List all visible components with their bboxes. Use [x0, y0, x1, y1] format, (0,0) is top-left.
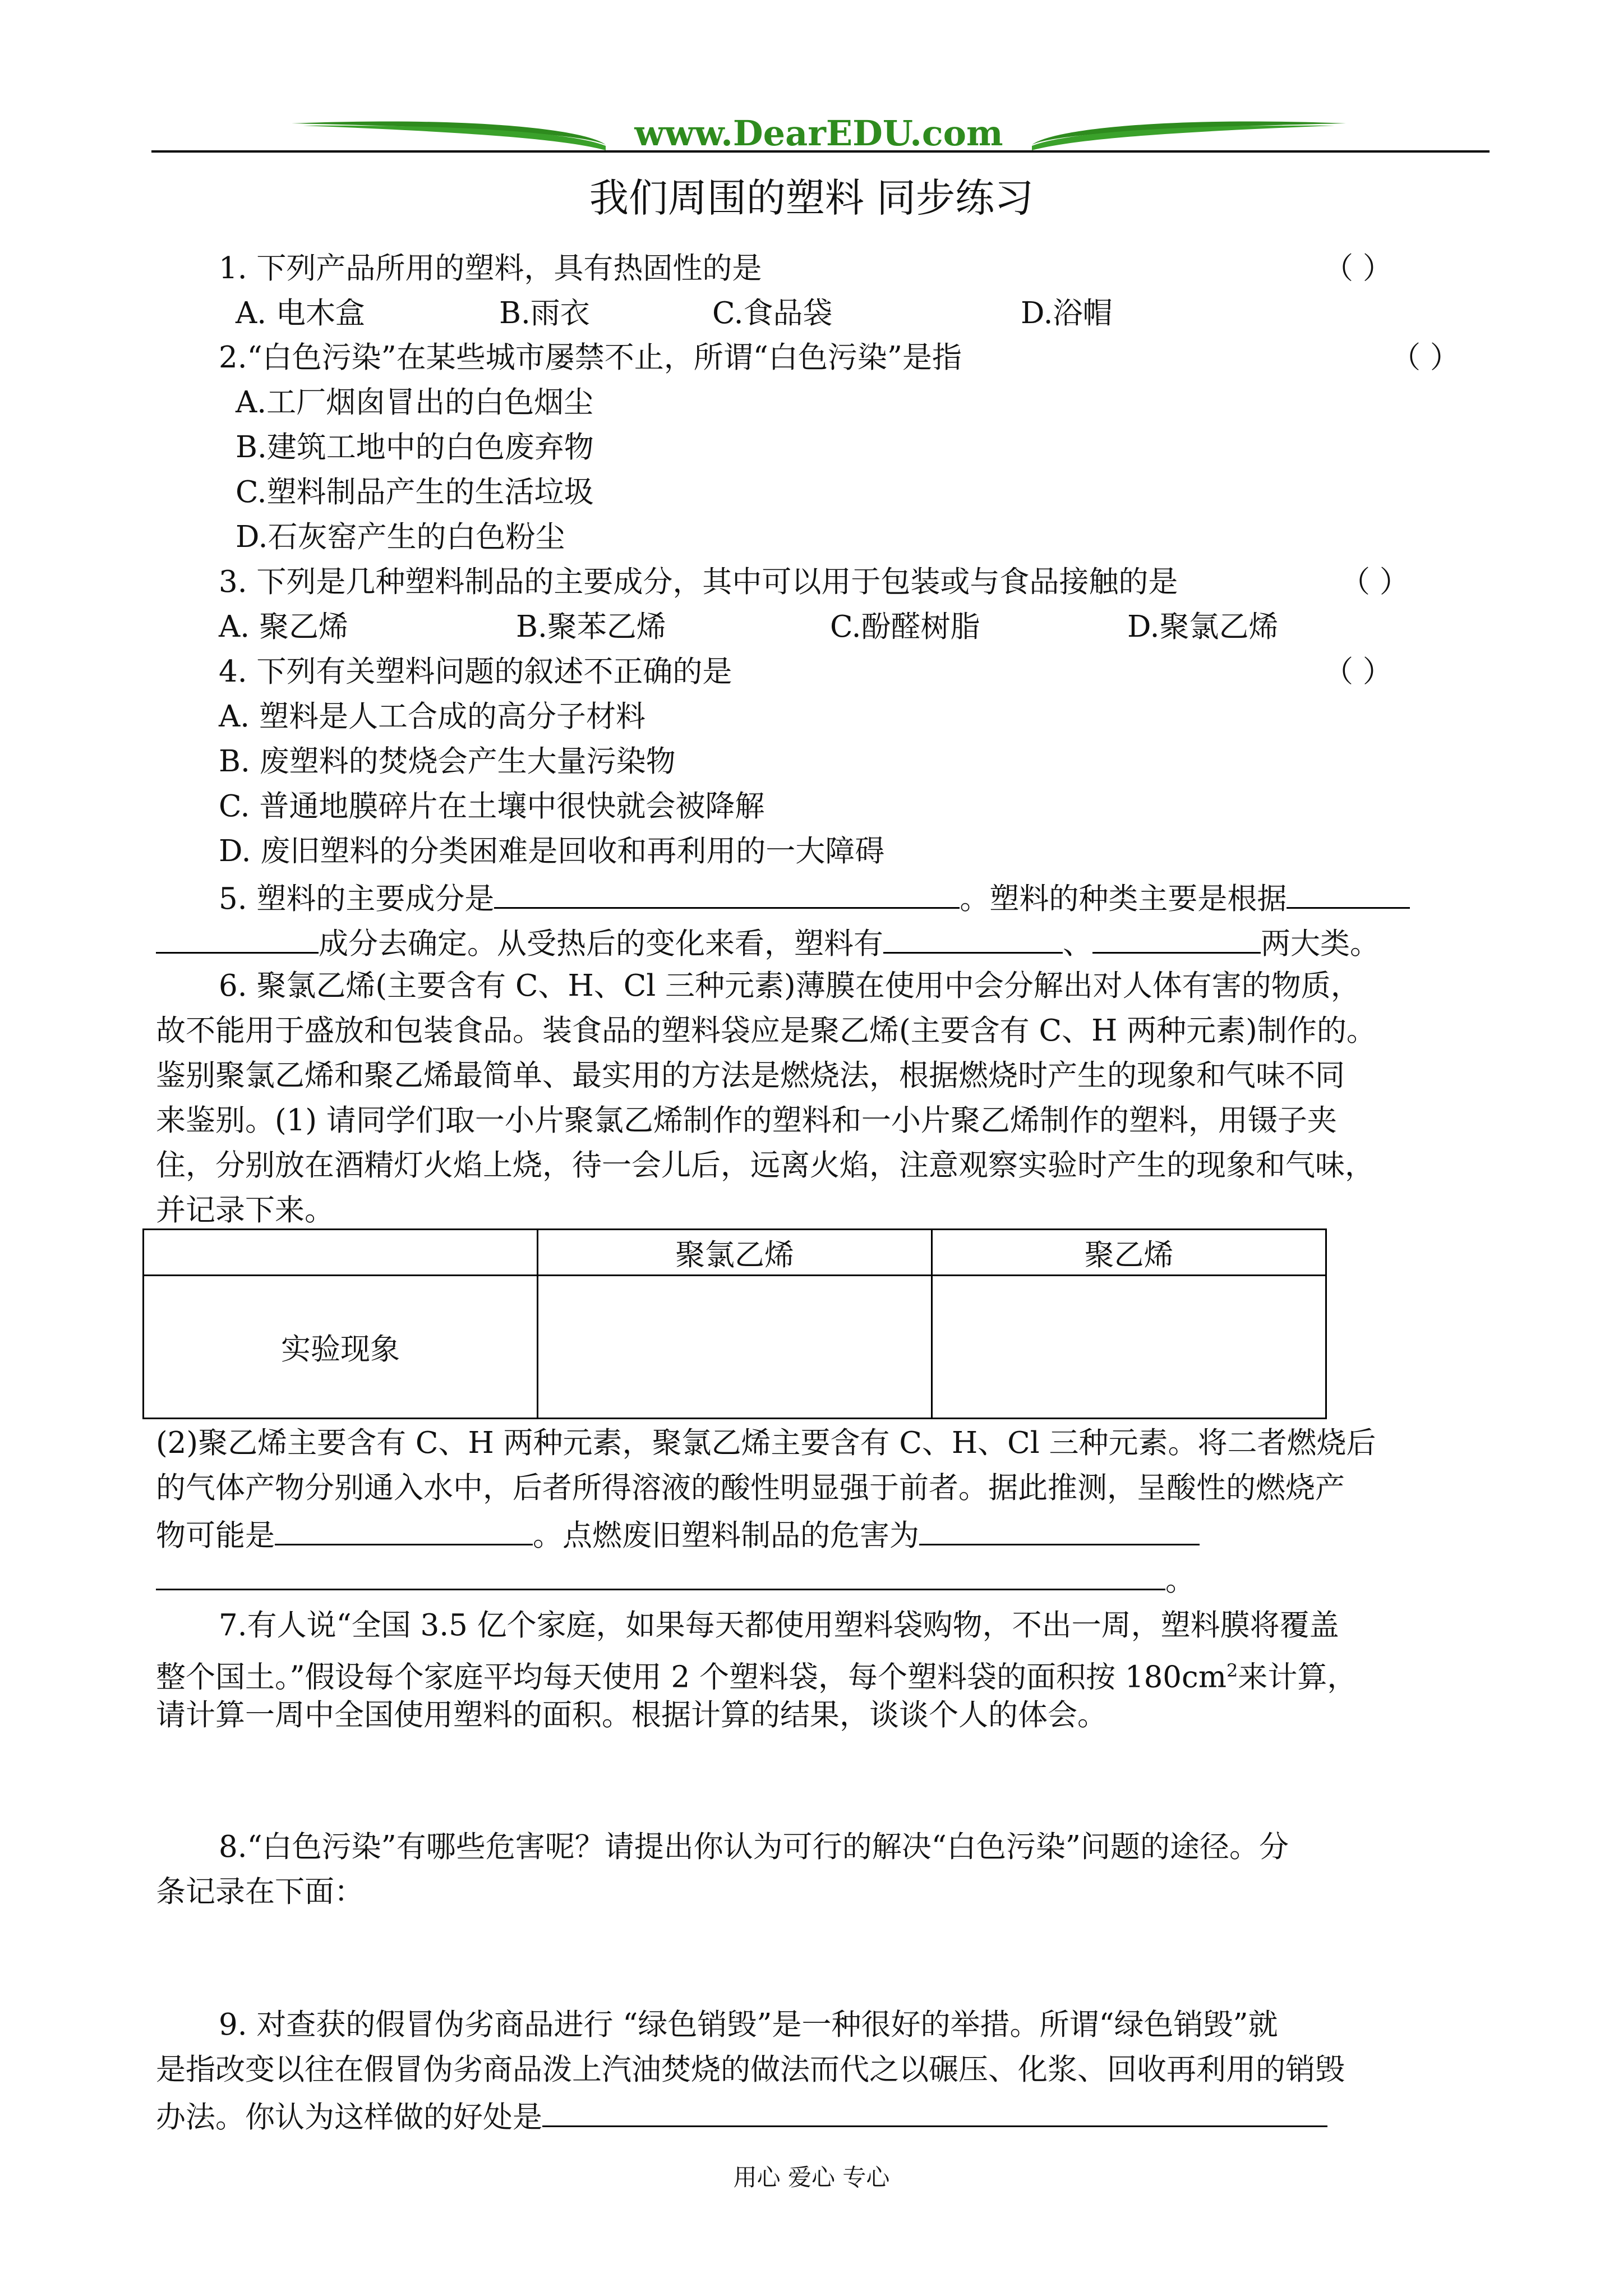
q5-line1 — [219, 878, 1410, 918]
q5-text-4: 、 — [1063, 927, 1092, 961]
q3-option-a: A. 聚乙烯 — [219, 610, 348, 644]
q8-line-2: 条记录在下面： — [156, 1875, 364, 1909]
q5-text-5: 两大类。 — [1261, 927, 1380, 961]
q6-line-3: 鉴别聚氯乙烯和聚乙烯最简单、最实用的方法是燃烧法，根据燃烧时产生的现象和气味不同 — [156, 1059, 1345, 1093]
page-title: 我们周围的塑料 同步练习 — [589, 175, 1034, 221]
q6-line-2: 故不能用于盛放和包装食品。装食品的塑料袋应是聚乙烯(主要含有 C、H 两种元素)制作的。 — [156, 1014, 1376, 1048]
q3-option-d: D.聚氯乙烯 — [1127, 610, 1279, 644]
q7-line-3: 请计算一周中全国使用塑料的面积。根据计算的结果，谈谈个人的体会。 — [156, 1698, 1107, 1732]
q5-blank-type-1[interactable] — [883, 923, 1063, 954]
q7-line-2-text-b: 来计算， — [1238, 1660, 1357, 1695]
q5-blank-basis-end[interactable] — [156, 923, 319, 954]
q1-option-a: A. 电木盒 — [236, 296, 365, 330]
q4-option-c: C. 普通地膜碎片在土壤中很快就会被降解 — [219, 789, 765, 823]
q8-line-1: 8.“白色污染”有哪些危害呢？请提出你认为可行的解决“白色污染”问题的途径。分 — [219, 1830, 1289, 1864]
q2-option-b: B.建筑工地中的白色废弃物 — [236, 430, 594, 464]
q3-answer-paren: （ ） — [1340, 565, 1409, 599]
q6-end-mark: 。 — [1165, 1563, 1195, 1598]
q6-blank-harm-start[interactable] — [919, 1515, 1200, 1545]
q4-answer-paren: （ ） — [1324, 655, 1393, 689]
q2-option-a: A.工厂烟囱冒出的白色烟尘 — [236, 385, 594, 420]
q1-stem: 1. 下列产品所用的塑料，具有热固性的是 — [219, 251, 762, 286]
q5-blank-basis-start[interactable] — [1287, 878, 1410, 909]
q5-line2 — [156, 923, 1380, 963]
table-cell-pvc-observation[interactable] — [538, 1276, 932, 1419]
q3-stem: 3. 下列是几种塑料制品的主要成分，其中可以用于包装或与食品接触的是 — [219, 565, 1178, 599]
q9-line-3 — [156, 2096, 1327, 2136]
q9-line-2: 是指改变以往在假冒伪劣商品泼上汽油焚烧的做法而代之以碾压、化浆、回收再利用的销毁 — [156, 2053, 1345, 2087]
q5-text-3: 成分去确定。从受热后的变化来看，塑料有 — [319, 927, 883, 961]
q1-option-d: D.浴帽 — [1021, 296, 1113, 330]
q6-part2-line-1: (2)聚乙烯主要含有 C、H 两种元素，聚氯乙烯主要含有 C、H、Cl 三种元素。将二者燃烧后 — [156, 1426, 1376, 1460]
q9-text: 办法。你认为这样做的好处是 — [156, 2100, 542, 2134]
header-rule — [151, 150, 1490, 153]
q5-blank-type-2[interactable] — [1092, 923, 1261, 954]
q9-blank-benefit[interactable] — [542, 2096, 1327, 2127]
q2-option-c: C.塑料制品产生的生活垃圾 — [236, 475, 594, 509]
q2-answer-paren: （ ） — [1391, 341, 1460, 375]
q6-line-5: 住，分别放在酒精灯火焰上烧，待一会儿后，远离火焰，注意观察实验时产生的现象和气味， — [156, 1148, 1375, 1182]
q3-option-c: C.酚醛树脂 — [830, 610, 980, 644]
table-row-label: 实验现象 — [144, 1276, 538, 1419]
q9-line-1: 9. 对查获的假冒伪劣商品进行 “绿色销毁”是一种很好的举措。所谓“绿色销毁”就 — [219, 2008, 1278, 2042]
q6-blank-harm-end[interactable] — [156, 1559, 1165, 1590]
q7-superscript: 2 — [1226, 1660, 1238, 1681]
q4-option-d: D. 废旧塑料的分类困难是回收和再利用的一大障碍 — [219, 834, 885, 868]
q6-line-1: 6. 聚氯乙烯(主要含有 C、H、Cl 三种元素)薄膜在使用中会分解出对人体有害的物质， — [219, 969, 1361, 1003]
q5-blank-main-component[interactable] — [494, 878, 960, 909]
q6-part2-line-4 — [156, 1559, 1195, 1599]
q6-blank-acid-product[interactable] — [275, 1515, 533, 1545]
q4-option-a: A. 塑料是人工合成的高分子材料 — [219, 700, 645, 734]
q3-option-b: B.聚苯乙烯 — [516, 610, 666, 644]
q6-text-harm: 。点燃废旧塑料制品的危害为 — [533, 1519, 919, 1553]
table-header-pvc: 聚氯乙烯 — [538, 1230, 932, 1276]
q6-text-acid: 物可能是 — [156, 1519, 275, 1553]
q1-option-b: B.雨衣 — [499, 296, 590, 330]
q2-option-d: D.石灰窑产生的白色粉尘 — [236, 520, 565, 554]
q1-answer-paren: （ ） — [1324, 251, 1393, 286]
q1-option-c: C.食品袋 — [712, 296, 833, 330]
q6-part2-line-3 — [156, 1515, 1200, 1554]
q6-line-6: 并记录下来。 — [156, 1193, 334, 1227]
header-logo-text: www.DearEDU.com — [634, 113, 1003, 154]
q7-line-2-text-a: 整个国土。”假设每个家庭平均每天使用 2 个塑料袋，每个塑料袋的面积按 180cm — [156, 1660, 1227, 1695]
q5-text-1: 5. 塑料的主要成分是 — [219, 882, 495, 916]
q6-experiment-table — [142, 1228, 1327, 1419]
q6-part2-line-2: 的气体产物分别通入水中，后者所得溶液的酸性明显强于前者。据此推测，呈酸性的燃烧产 — [156, 1471, 1345, 1505]
q2-stem: 2.“白色污染”在某些城市屡禁不止，所谓“白色污染”是指 — [219, 341, 962, 375]
table-header-empty — [144, 1230, 538, 1276]
page-footer: 用心 爱心 专心 — [733, 2164, 890, 2191]
q5-text-2: 。塑料的种类主要是根据 — [960, 882, 1287, 916]
q4-stem: 4. 下列有关塑料问题的叙述不正确的是 — [219, 655, 732, 689]
table-header-pe: 聚乙烯 — [932, 1230, 1326, 1276]
q4-option-b: B. 废塑料的焚烧会产生大量污染物 — [219, 744, 676, 779]
q7-line-2 — [156, 1652, 1357, 1696]
table-cell-pe-observation[interactable] — [932, 1276, 1326, 1419]
q7-line-1: 7.有人说“全国 3.5 亿个家庭，如果每天都使用塑料袋购物，不出一周，塑料膜将覆盖 — [219, 1608, 1339, 1642]
q6-line-4: 来鉴别。(1) 请同学们取一小片聚氯乙烯制作的塑料和一小片聚乙烯制作的塑料，用镊子夹 — [156, 1103, 1337, 1138]
